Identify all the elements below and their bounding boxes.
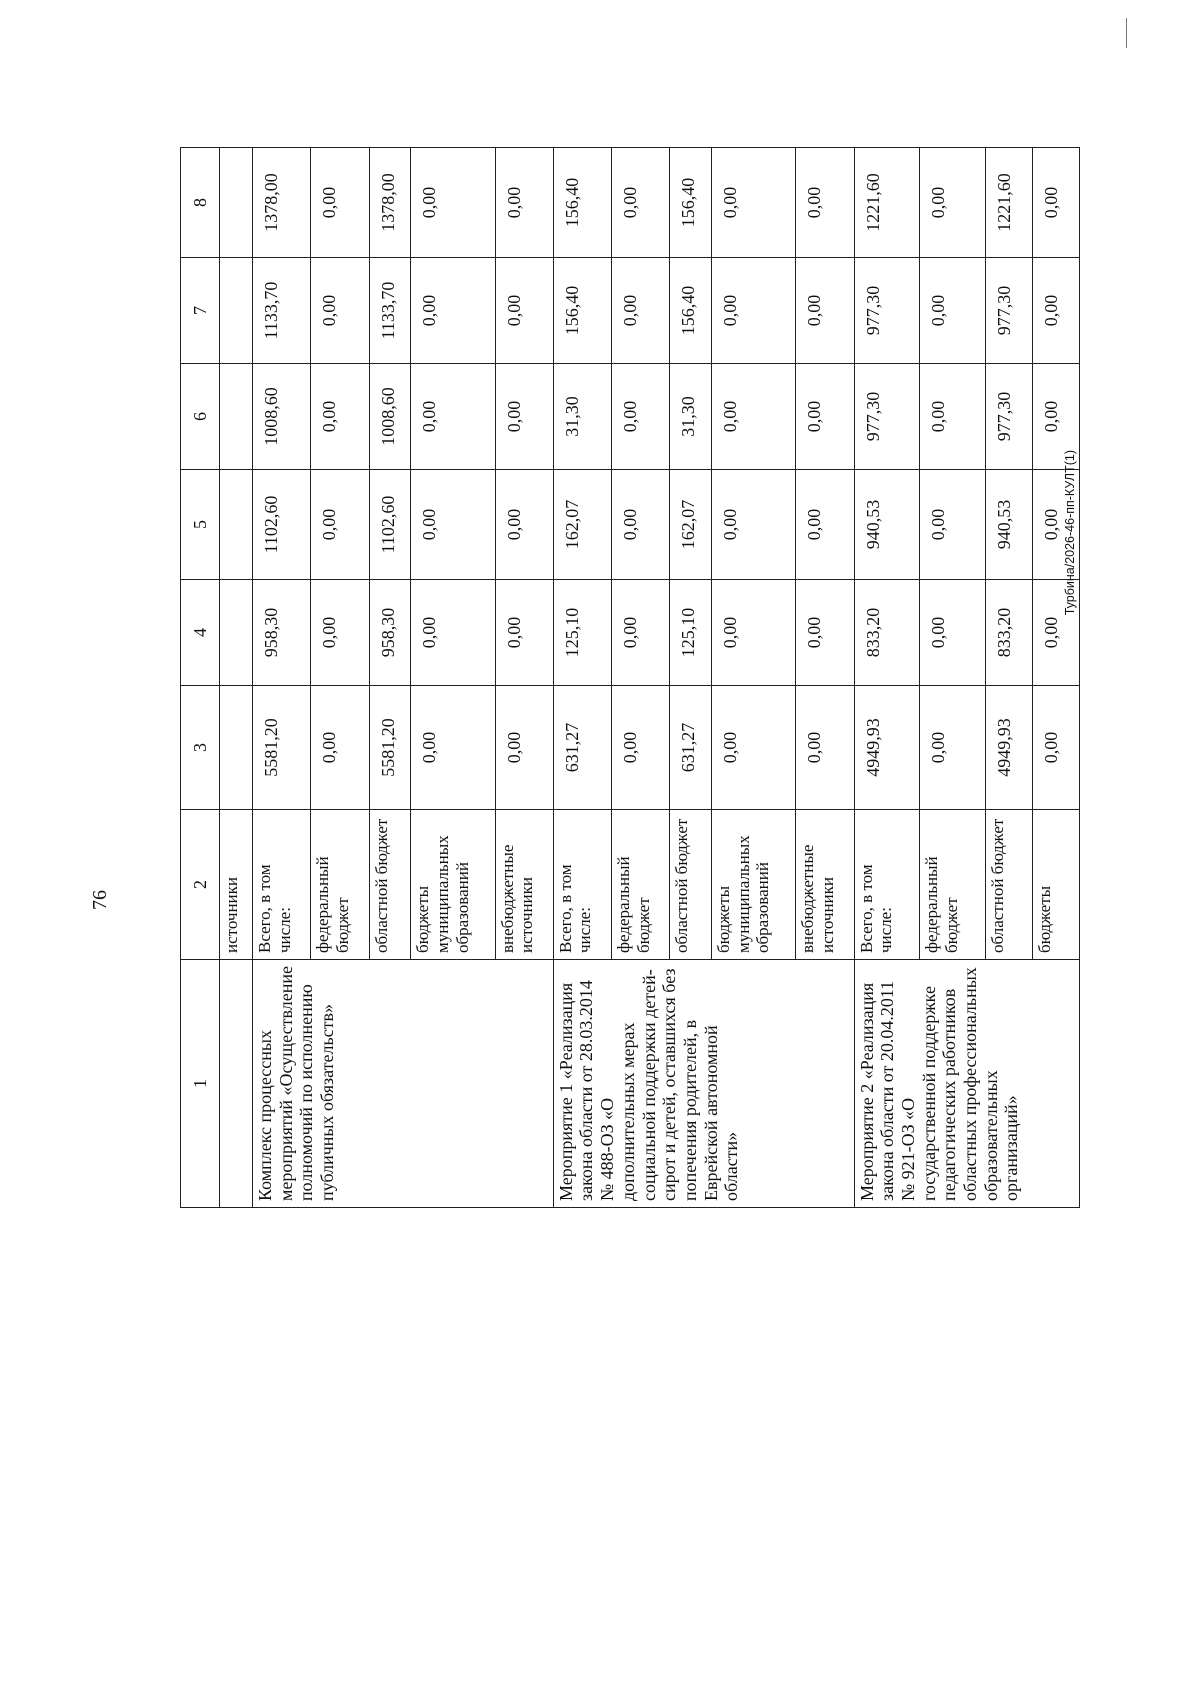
amount-cell: 0,00 (796, 364, 854, 470)
amount-cell: 0,00 (1032, 364, 1079, 470)
amount-cell: 0,00 (311, 580, 369, 686)
amount-cell: 31,30 (553, 364, 611, 470)
table-container (180, 148, 1080, 1208)
amount-cell: 156,40 (553, 258, 611, 364)
funding-source-cell: бюджеты муниципальных образований (712, 810, 796, 960)
amount-cell: 1221,60 (854, 148, 920, 258)
amount-cell: 0,00 (411, 258, 495, 364)
amount-cell: 0,00 (495, 470, 553, 580)
amount-cell: 31,30 (670, 364, 712, 470)
amount-cell: 0,00 (712, 470, 796, 580)
amount-cell: 0,00 (1032, 258, 1079, 364)
amount-cell: 0,00 (1032, 148, 1079, 258)
amount-cell: 0,00 (712, 686, 796, 810)
amount-cell: 0,00 (712, 258, 796, 364)
continued-blank-cell (220, 580, 253, 686)
funding-source-cell: бюджеты (1032, 810, 1079, 960)
amount-cell: 940,53 (985, 470, 1032, 580)
amount-cell: 0,00 (411, 470, 495, 580)
column-header-3: 3 (181, 686, 220, 810)
measure-title-cell: Мероприятие 1 «Реализация закона области от 28.03.2014 № 488-ОЗ «О дополнительных мерах социальной поддержки детей-сирот и детей, оставшихся без попечения родителей, в Еврейской автономной области» (553, 960, 854, 1208)
amount-cell: 0,00 (920, 686, 986, 810)
amount-cell: 1221,60 (985, 148, 1032, 258)
column-header-2: 2 (181, 810, 220, 960)
amount-cell: 156,40 (553, 148, 611, 258)
amount-cell: 833,20 (985, 580, 1032, 686)
amount-cell: 0,00 (495, 686, 553, 810)
amount-cell: 0,00 (612, 258, 670, 364)
amount-cell: 0,00 (612, 470, 670, 580)
amount-cell: 162,07 (670, 470, 712, 580)
amount-cell: 1133,70 (253, 258, 311, 364)
amount-cell: 0,00 (1032, 470, 1079, 580)
continued-blank-cell (220, 258, 253, 364)
amount-cell: 1378,00 (369, 148, 411, 258)
amount-cell: 156,40 (670, 148, 712, 258)
amount-cell: 0,00 (796, 580, 854, 686)
measure-title-cell: Мероприятие 2 «Реализация закона области от 20.04.2011 № 921-ОЗ «О государственной поддержке педагогических работников областных профессиональных образовательных организаций» (854, 960, 1079, 1208)
amount-cell: 4949,93 (854, 686, 920, 810)
amount-cell: 0,00 (311, 686, 369, 810)
amount-cell: 5581,20 (253, 686, 311, 810)
amount-cell: 1133,70 (369, 258, 411, 364)
amount-cell: 0,00 (712, 148, 796, 258)
funding-source-cell: федеральный бюджет (920, 810, 986, 960)
amount-cell: 631,27 (553, 686, 611, 810)
amount-cell: 0,00 (920, 364, 986, 470)
amount-cell: 958,30 (369, 580, 411, 686)
amount-cell: 0,00 (796, 258, 854, 364)
continued-blank-cell (220, 148, 253, 258)
funding-source-cell: внебюджетные источники (495, 810, 553, 960)
table-row (854, 148, 920, 1208)
continued-blank-cell (220, 686, 253, 810)
amount-cell: 156,40 (670, 258, 712, 364)
funding-source-cell: внебюджетные источники (796, 810, 854, 960)
budget-table (180, 147, 1080, 1208)
amount-cell: 0,00 (311, 148, 369, 258)
continued-source-label: источники (220, 810, 253, 960)
amount-cell: 0,00 (612, 580, 670, 686)
amount-cell: 0,00 (311, 258, 369, 364)
amount-cell: 0,00 (712, 580, 796, 686)
amount-cell: 833,20 (854, 580, 920, 686)
amount-cell: 0,00 (495, 258, 553, 364)
column-header-5: 5 (181, 470, 220, 580)
funding-source-cell: областной бюджет (985, 810, 1032, 960)
amount-cell: 0,00 (1032, 686, 1079, 810)
amount-cell: 0,00 (920, 470, 986, 580)
amount-cell: 0,00 (920, 258, 986, 364)
amount-cell: 0,00 (612, 686, 670, 810)
funding-source-cell: бюджеты муниципальных образований (411, 810, 495, 960)
column-header-4: 4 (181, 580, 220, 686)
funding-source-cell: Всего, в том числе: (854, 810, 920, 960)
funding-source-cell: Всего, в том числе: (553, 810, 611, 960)
table-row (253, 148, 311, 1208)
amount-cell: 0,00 (796, 686, 854, 810)
amount-cell: 631,27 (670, 686, 712, 810)
column-header-7: 7 (181, 258, 220, 364)
document-footer: Турбина/2026-46-пп-КУЛТ(1) (1063, 450, 1077, 616)
table-rotated-frame (180, 148, 1080, 1208)
amount-cell: 0,00 (796, 148, 854, 258)
amount-cell: 0,00 (311, 364, 369, 470)
measure-title-cell: Комплекс процессных мероприятий «Осуществление полномочий по исполнению публичных обязательств» (253, 960, 554, 1208)
amount-cell: 5581,20 (369, 686, 411, 810)
column-header-1: 1 (181, 960, 220, 1208)
funding-source-cell: областной бюджет (670, 810, 712, 960)
amount-cell: 0,00 (712, 364, 796, 470)
page-edge-mark (1126, 18, 1127, 48)
amount-cell: 0,00 (920, 148, 986, 258)
funding-source-cell: федеральный бюджет (612, 810, 670, 960)
amount-cell: 1008,60 (369, 364, 411, 470)
amount-cell: 977,30 (854, 258, 920, 364)
amount-cell: 977,30 (985, 364, 1032, 470)
amount-cell: 0,00 (796, 470, 854, 580)
continued-blank-cell (220, 364, 253, 470)
amount-cell: 0,00 (612, 364, 670, 470)
amount-cell: 1008,60 (253, 364, 311, 470)
amount-cell: 125,10 (553, 580, 611, 686)
amount-cell: 0,00 (612, 148, 670, 258)
amount-cell: 1102,60 (369, 470, 411, 580)
amount-cell: 4949,93 (985, 686, 1032, 810)
amount-cell: 0,00 (411, 580, 495, 686)
amount-cell: 0,00 (495, 580, 553, 686)
amount-cell: 0,00 (411, 148, 495, 258)
amount-cell: 958,30 (253, 580, 311, 686)
funding-source-cell: Всего, в том числе: (253, 810, 311, 960)
header-row (181, 148, 220, 1208)
amount-cell: 1378,00 (253, 148, 311, 258)
amount-cell: 977,30 (985, 258, 1032, 364)
amount-cell: 0,00 (1032, 580, 1079, 686)
column-header-6: 6 (181, 364, 220, 470)
page-number: 76 (89, 890, 111, 910)
funding-source-cell: областной бюджет (369, 810, 411, 960)
amount-cell: 0,00 (495, 148, 553, 258)
continuation-row (220, 148, 253, 1208)
amount-cell: 0,00 (411, 364, 495, 470)
amount-cell: 162,07 (553, 470, 611, 580)
continued-blank-cell (220, 960, 253, 1208)
funding-source-cell: федеральный бюджет (311, 810, 369, 960)
amount-cell: 125,10 (670, 580, 712, 686)
amount-cell: 0,00 (495, 364, 553, 470)
amount-cell: 0,00 (920, 580, 986, 686)
amount-cell: 977,30 (854, 364, 920, 470)
column-header-8: 8 (181, 148, 220, 258)
amount-cell: 940,53 (854, 470, 920, 580)
amount-cell: 0,00 (311, 470, 369, 580)
amount-cell: 1102,60 (253, 470, 311, 580)
amount-cell: 0,00 (411, 686, 495, 810)
table-row (553, 148, 611, 1208)
continued-blank-cell (220, 470, 253, 580)
